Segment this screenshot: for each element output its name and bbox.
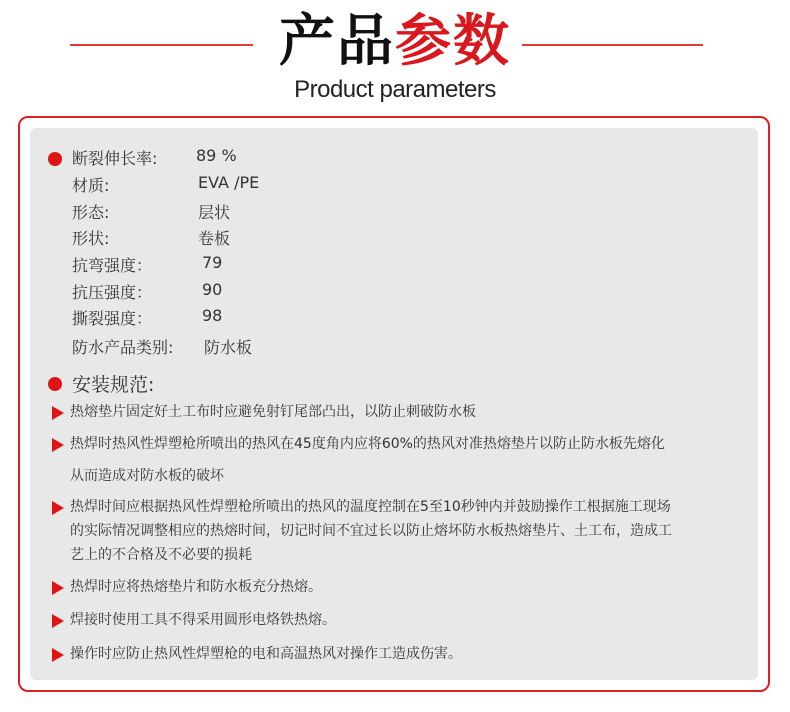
spec-key: 材质:	[72, 176, 110, 195]
spec-key: 抗弯强度：	[72, 256, 153, 275]
triangle-bullet-icon	[52, 614, 64, 628]
page-header	[0, 0, 790, 110]
triangle-bullet-icon	[52, 438, 64, 452]
rule-line: 操作时应防止热风性焊塑枪的电和高温热风对操作工造成伤害。	[70, 646, 462, 662]
rule-line: 热焊时间应根据热风性焊塑枪所喷出的热风的温度控制在5至10秒钟内并鼓励操作工根据施工现场	[70, 499, 671, 515]
rule-line: 从而造成对防水板的破坏	[70, 468, 224, 484]
spec-value: EVA /PE	[198, 173, 260, 192]
spec-value: 90	[202, 280, 223, 299]
triangle-bullet-icon	[52, 501, 64, 515]
spec-key: 防水产品类别:	[72, 338, 174, 357]
bullet-dot-icon	[48, 152, 62, 166]
spec-value: 层状	[198, 203, 231, 222]
triangle-bullet-icon	[52, 406, 64, 420]
rule-line: 热焊时热风性焊塑枪所喷出的热风在45度角内应将60%的热风对准热熔垫片以防止防水板先熔化	[70, 436, 665, 452]
spec-key: 形态:	[72, 203, 110, 222]
page-subtitle: Product parameters	[294, 76, 496, 103]
rule-line: 热焊时应将热熔垫片和防水板充分热熔。	[70, 579, 322, 595]
rule-line: 热熔垫片固定好土工布时应避免射钉尾部凸出，以防止刺破防水板	[70, 404, 476, 420]
page-title	[0, 6, 790, 78]
rule-line: 的实际情况调整相应的热熔时间，切记时间不宜过长以防止熔坏防水板热熔垫片、土工布，造成工	[70, 523, 672, 539]
list-item	[50, 432, 750, 494]
rule-line: 艺上的不合格及不必要的损耗	[70, 547, 252, 563]
rule-line: 焊接时使用工具不得采用圆形电烙铁热熔。	[70, 612, 336, 628]
list-item	[50, 642, 750, 666]
spec-value: 防水板	[204, 338, 253, 357]
triangle-bullet-icon	[52, 581, 64, 595]
spec-key: 断裂伸长率:	[72, 149, 158, 168]
install-heading-text: 安装规范:	[72, 374, 155, 396]
spec-key: 形状:	[72, 229, 110, 248]
spec-key: 抗压强度：	[72, 283, 153, 302]
bullet-dot-icon	[48, 377, 62, 391]
spec-value: 卷板	[198, 229, 231, 248]
triangle-bullet-icon	[52, 648, 64, 662]
spec-key: 撕裂强度：	[72, 309, 153, 328]
spec-value: 98	[202, 306, 223, 325]
list-item	[50, 495, 750, 567]
list-item	[50, 400, 750, 424]
list-item	[50, 608, 750, 632]
spec-value: 79	[202, 253, 223, 272]
title-red-part: 参数	[395, 9, 511, 74]
spec-value: 89 %	[196, 146, 237, 165]
title-black-part: 产品	[279, 9, 395, 74]
list-item	[50, 575, 750, 599]
